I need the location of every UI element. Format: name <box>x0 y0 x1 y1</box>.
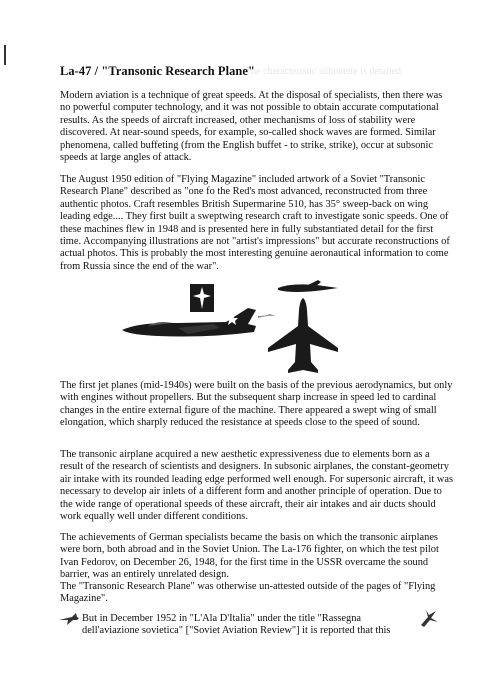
plane-icon-right <box>418 608 440 628</box>
insignia-panel <box>190 284 214 312</box>
paragraph-flying-magazine: The August 1950 edition of "Flying Magazine" included artwork of a Soviet "Transonic Research Plane" described as "one fo the Red's most advanced, reconstructed from three authentic photos. Craft resembles British Supermarine 510, has 35° sweep-back on wing leading edge.... They first built a sweptwing research craft to investigate sonic speeds. One of these machines flew in 1948 and is presented here in fully substantiated detail for the first time. Accompanying illustrations are not "artist's impressions" but accurate reconstructions of actual photos. This is probably the most interesting genuine aeronautical information to come from Russia since the end of the war". <box>60 174 450 272</box>
paragraph-unattested: The "Transonic Research Plane" was otherwise un-attested outside of the pages of "Flying Magazine". <box>60 581 436 605</box>
page-title: La-47 / "Transonic Research Plane" <box>60 64 255 78</box>
bleed-through-text: The characteristic silhouette is detailed <box>245 66 402 77</box>
scan-edge-mark <box>4 45 6 65</box>
planform-aircraft <box>268 298 338 373</box>
plane-icon-left <box>58 612 80 626</box>
top-view-aircraft <box>278 280 338 292</box>
paragraph-ala-ditalia: But in December 1952 in "L'Ala D'Italia" under the title "Rassegna dell'aviazione sovietica" ["Soviet Aviation Review"] it is reported that this <box>82 613 391 637</box>
paragraph-intro: Modern aviation is a technique of great speeds. At the disposal of specialists, then there was no powerful computer technology, and it was not possible to obtain accurate computational results. As the speeds of aircraft increased, other mechanisms of loss of stability were discovered. At near-sound speeds, for example, so-called shock waves are formed. Similar phenomena, called buffeting (from the English buffet - to strike, strike), occur at subsonic speeds at large angles of attack. <box>60 90 443 164</box>
paragraph-german-specialists: The achievements of German specialists became the basis on which the transonic airplanes were born, both abroad and in the Soviet Union. The La-176 fighter, on which the test pilot Ivan Fedorov, on December 26, 1948, for the first time in the USSR overcame the sound barrier, was an entirely unrelated design. <box>60 532 439 581</box>
paragraph-transonic-aesthetic: The transonic airplane acquired a new aesthetic expressiveness due to elements born as a result of the research of scientists and designers. In subsonic airplanes, the constant-geometry air intake with its rounded leading edge performed well enough. For supersonic aircraft, it was necessary to develop air inlets of a different form and another principle of operation. Due to the wide range of operational speeds of these aircraft, their air intakes and air ducts should work equally well under different conditions. <box>60 449 453 523</box>
side-view-aircraft <box>122 308 276 337</box>
paragraph-first-jets: The first jet planes (mid-1940s) were built on the basis of the previous aerodynamics, but only with engines without propellers. But the subsequent sharp increase in speed led to cardinal changes in the entire external figure of the machine. There appeared a swept wing of small elongation, which sharply reduced the resistance at speeds close to the speed of sound. <box>60 380 453 429</box>
aircraft-figure-svg <box>118 278 340 376</box>
aircraft-reconstruction-figure <box>118 278 340 376</box>
